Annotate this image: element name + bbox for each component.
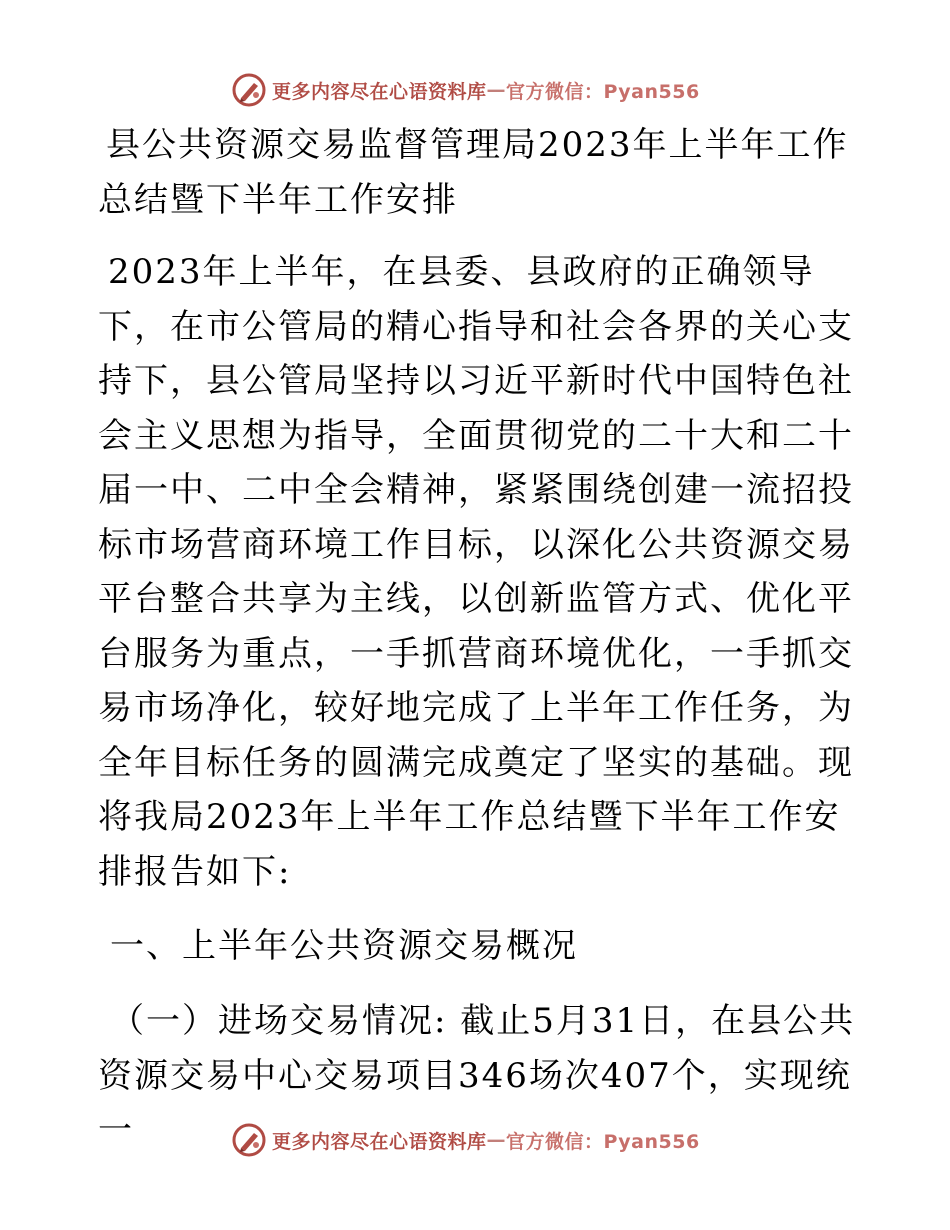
- subsection-paragraph: （一）进场交易情况: 截止5月31日，在县公共资源交易中心交易项目346场次407个，实现统一: [98, 1001, 856, 1150]
- watermark-dash: —: [486, 1129, 507, 1151]
- document-title: 县公共资源交易监督管理局2023年上半年工作总结暨下半年工作安排: [98, 125, 849, 220]
- pen-seal-icon: [232, 1123, 266, 1157]
- watermark-contact-text: 官方微信：Pyan556: [506, 1130, 700, 1153]
- watermark-site-text: 更多内容尽在心语资料库: [272, 80, 487, 103]
- document-body: [98, 118, 858, 1158]
- watermark-footer: [232, 1120, 700, 1160]
- watermark-site-text: 更多内容尽在心语资料库: [272, 1130, 487, 1153]
- pen-seal-icon: [232, 73, 266, 107]
- intro-paragraph: 2023年上半年，在县委、县政府的正确领导下，在市公管局的精心指导和社会各界的关心支持下，县公管局坚持以习近平新时代中国特色社会主义思想为指导，全面贯彻党的二十大和二十届一中、二中全会精神，紧紧围绕创建一流招投标市场营商环境工作目标，以深化公共资源交易平台整合共享为主线，以创新监管方式、优化平台服务为重点，一手抓营商环境优化，一手抓交易市场净化，较好地完成了上半年工作任务，为全年目标任务的圆满完成奠定了坚实的基础。现将我局2023年上半年工作总结暨下半年工作安排报告如下:: [98, 252, 854, 892]
- watermark-contact-text: 官方微信：Pyan556: [506, 80, 700, 103]
- watermark-header: [232, 70, 700, 110]
- watermark-dash: —: [486, 79, 507, 101]
- section-heading: 一、上半年公共资源交易概况: [110, 926, 578, 966]
